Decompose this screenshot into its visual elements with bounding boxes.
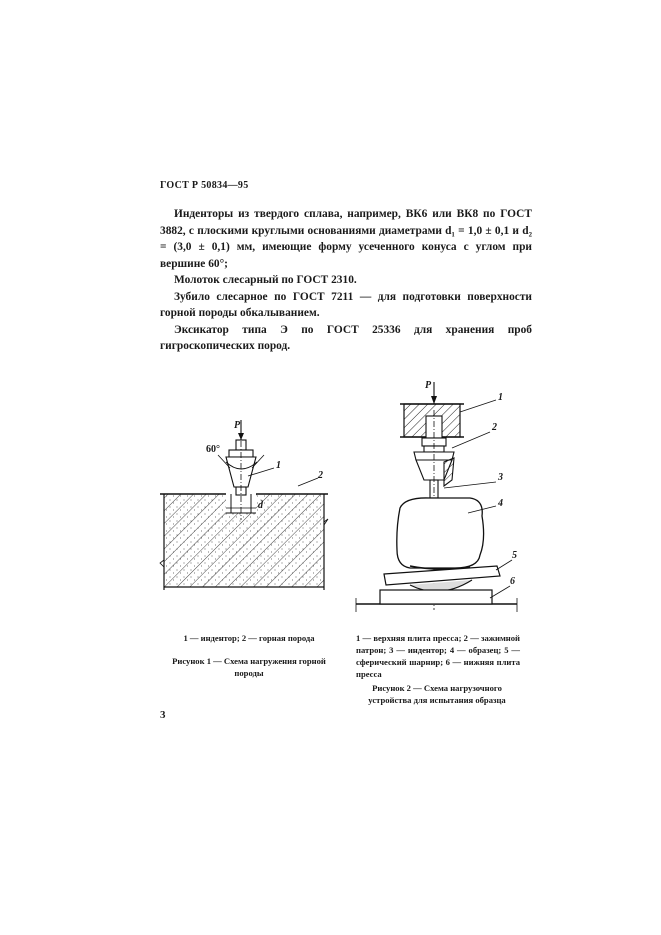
document-code-header: ГОСТ Р 50834—95 [160,180,249,191]
fig2-label-1: 1 [498,392,503,403]
fig1-label-1: 1 [276,460,281,471]
fig1-angle-label: 60° [206,444,220,455]
fig2-legend: 1 — верхняя плита пресса; 2 — зажимной патрон; 3 — индентор; 4 — образец; 5 — сферический шарнир; 6 — нижняя плита пресса [356,633,520,679]
fig2-force-label: P [425,380,432,391]
fig2-label-2: 2 [492,422,497,433]
fig2-label-6: 6 [510,576,515,587]
fig1-caption: Рисунок 1 — Схема нагружения горной породы [172,656,326,678]
fig2-caption: Рисунок 2 — Схема нагрузочного устройства для испытания образца [368,683,506,705]
fig1-diameter-label: d [258,500,263,511]
paragraph-chisel: Зубило слесарное по ГОСТ 7211 — для подготовки поверхности горной породы обкалыванием. [160,290,532,319]
rock-specimen [397,498,484,568]
paragraph-desiccator: Эксикатор типа Э по ГОСТ 25336 для хранения проб гигроскопических пород. [160,323,532,352]
fig1-legend: 1 — индентор; 2 — горная порода [183,633,315,643]
fig1-force-label: P [234,420,241,431]
paragraph-hammer: Молоток слесарный по ГОСТ 2310. [174,274,357,286]
page-number: 3 [160,709,166,721]
figure2-drawing [356,382,517,612]
figure1-drawing [160,420,328,590]
fig2-label-4: 4 [498,498,503,509]
fig2-label-3: 3 [498,472,503,483]
fig1-label-2: 2 [318,470,323,481]
paragraph-indentors: Инденторы из твердого сплава, например, ВК6 или ВК8 по ГОСТ 3882, с плоскими круглыми основаниями диаметрами d₁ = 1,0 ± 0,1 и d₂ = (3,0 ± 0,1) мм, имеющие форму усеченного конуса с углом при вершине 60°; [160,208,532,270]
fig2-label-5: 5 [512,550,517,561]
